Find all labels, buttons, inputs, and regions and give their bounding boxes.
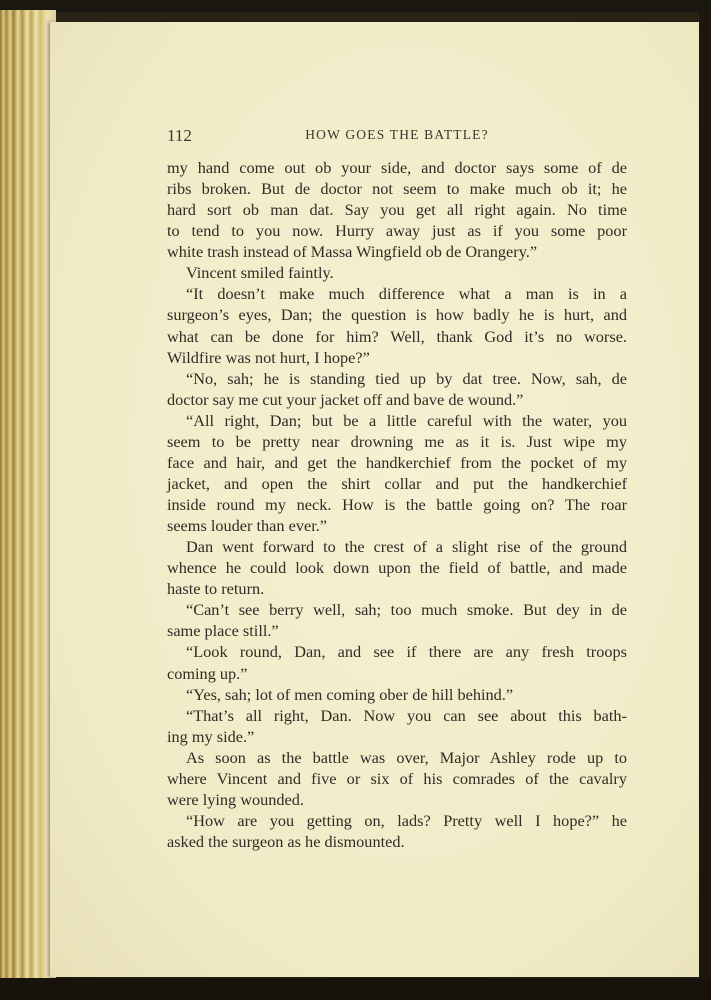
running-title: HOW GOES THE BATTLE? (305, 127, 489, 142)
text-line: seem to be pretty near drowning me as it is. Just wipe my (167, 431, 627, 451)
paragraph (167, 599, 627, 641)
text-line: face and hair, and get the handkerchief from the pocket of my (167, 452, 627, 472)
text-line: “Look round, Dan, and see if there are any fresh troops (186, 642, 627, 662)
text-line: what can be done for him? Well, thank God it’s no worse. (167, 326, 627, 346)
paragraph (167, 157, 627, 262)
text-line: coming up.” (167, 663, 248, 683)
page-stack-edges (0, 10, 56, 985)
scan-right-border (699, 10, 711, 990)
text-line: same place still.” (167, 621, 279, 641)
text-line: where Vincent and five or six of his comrades of the cavalry (167, 768, 627, 788)
text-line: asked the surgeon as he dismounted. (167, 832, 405, 851)
text-line: “How are you getting on, lads? Pretty well I hope?” he (186, 810, 627, 830)
text-line: white trash instead of Massa Wingfield ob de Orangery.” (167, 242, 538, 262)
text-line: Vincent smiled faintly. (186, 263, 334, 283)
text-line: Dan went forward to the crest of a slight rise of the ground (186, 537, 627, 557)
paragraph (167, 368, 627, 410)
text-line: “All right, Dan; but be a little careful with the water, you (186, 410, 627, 430)
text-line: As soon as the battle was over, Major Ashley rode up to (186, 747, 627, 767)
text-line: ing my side.” (167, 726, 255, 746)
text-line: my hand come out ob your side, and doctor says some of de (167, 158, 627, 177)
text-line: hard sort ob man dat. Say you get all right again. No time (167, 200, 627, 220)
paragraph (167, 705, 627, 747)
text-line: whence he could look down upon the field of battle, and made (167, 558, 627, 578)
text-line: surgeon’s eyes, Dan; the question is how badly he is hurt, and (167, 305, 627, 325)
text-line: Wildfire was not hurt, I hope?” (167, 347, 370, 367)
text-line: seems louder than ever.” (167, 516, 328, 536)
page-header (167, 126, 627, 148)
page-body-text (167, 157, 627, 852)
paragraph (167, 641, 627, 683)
text-line: inside round my neck. How is the battle going on? The roar (167, 495, 627, 514)
text-line: “No, sah; he is standing tied up by dat tree. Now, sah, de (186, 368, 627, 388)
paragraph (167, 536, 627, 599)
text-line: “It doesn’t make much difference what a man is in a (186, 284, 627, 304)
paragraph (167, 747, 627, 810)
paragraph (167, 810, 627, 852)
page-number: 112 (167, 126, 192, 145)
text-line: were lying wounded. (167, 789, 304, 809)
text-line: to tend to you now. Hurry away just as if you some poor (167, 221, 627, 241)
text-line: haste to return. (167, 579, 265, 599)
text-line: “That’s all right, Dan. Now you can see about this bath- (186, 705, 627, 725)
scan-top-border (0, 0, 711, 12)
paragraph (167, 283, 627, 367)
text-line: “Can’t see berry well, sah; too much smoke. But dey in de (186, 600, 627, 620)
text-line: doctor say me cut your jacket off and bave de wound.” (167, 389, 524, 409)
scan-bottom-border (0, 978, 711, 1000)
paragraph (167, 684, 627, 705)
paragraph (167, 262, 627, 283)
paragraph (167, 410, 627, 536)
text-line: jacket, and open the shirt collar and put the handkerchief (167, 473, 627, 493)
text-line: ribs broken. But de doctor not seem to make much ob it; he (167, 179, 627, 199)
text-line: “Yes, sah; lot of men coming ober de hill behind.” (186, 684, 514, 704)
